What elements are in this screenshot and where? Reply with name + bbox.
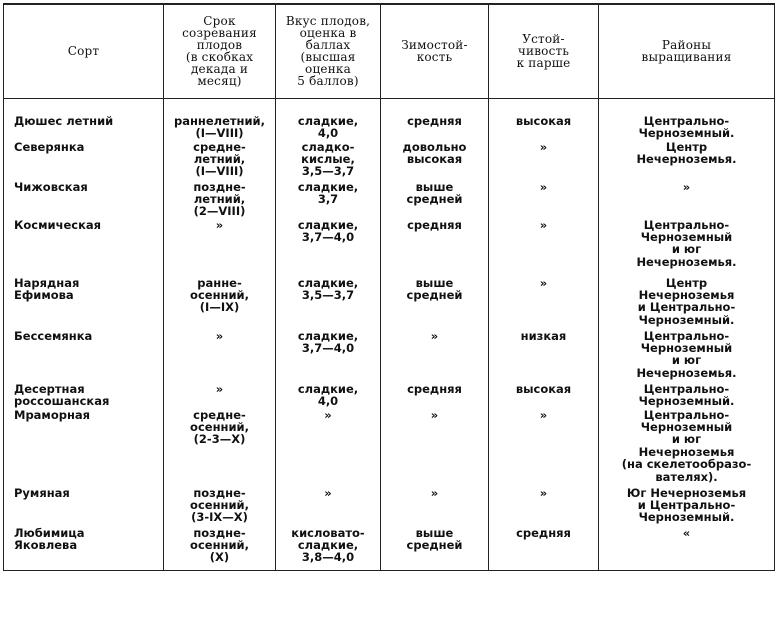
cell-sort: Дюшес летний	[4, 115, 164, 141]
cell-regions: Юг Нечерноземья и Центрально- Черноземный.	[599, 487, 775, 527]
cell-sort: Космическая	[4, 219, 164, 277]
cell-winter-hardiness: выше средней	[381, 181, 489, 219]
cell-taste: сладкие, 3,7	[276, 181, 381, 219]
cell-winter-hardiness: »	[381, 409, 489, 487]
header-scab-resistance: Устой- чивость к парше	[489, 4, 599, 98]
cell-winter-hardiness: выше средней	[381, 277, 489, 330]
pear-varieties-table	[3, 3, 775, 571]
table-row	[4, 115, 775, 141]
cell-sort: Румяная	[4, 487, 164, 527]
cell-ripening-term: средне- летний, (I—VIII)	[164, 141, 276, 181]
cell-winter-hardiness: »	[381, 330, 489, 383]
cell-regions: Центрально- Черноземный и юг Нечерноземья.	[599, 330, 775, 383]
cell-scab-resistance: высокая	[489, 115, 599, 141]
cell-scab-resistance: »	[489, 181, 599, 219]
cell-scab-resistance: низкая	[489, 330, 599, 383]
cell-ripening-term: »	[164, 219, 276, 277]
table-row	[4, 409, 775, 487]
cell-regions: Центрально- Черноземный.	[599, 115, 775, 141]
table-row	[4, 277, 775, 330]
cell-ripening-term: ранне- осенний, (I—IX)	[164, 277, 276, 330]
cell-ripening-term: поздне- осенний, (X)	[164, 527, 276, 571]
cell-winter-hardiness: выше средней	[381, 527, 489, 571]
cell-ripening-term: »	[164, 330, 276, 383]
cell-taste: сладко- кислые, 3,5—3,7	[276, 141, 381, 181]
cell-winter-hardiness: средняя	[381, 383, 489, 409]
cell-ripening-term: поздне- осенний, (3-IX—X)	[164, 487, 276, 527]
cell-regions: »	[599, 181, 775, 219]
cell-taste: сладкие, 4,0	[276, 115, 381, 141]
table-row	[4, 527, 775, 571]
table-row	[4, 181, 775, 219]
cell-ripening-term: »	[164, 383, 276, 409]
cell-taste: сладкие, 3,7—4,0	[276, 330, 381, 383]
cell-regions: «	[599, 527, 775, 571]
table-header-row	[4, 4, 775, 98]
cell-taste: сладкие, 3,7—4,0	[276, 219, 381, 277]
cell-winter-hardiness: »	[381, 487, 489, 527]
cell-regions: Центрально- Черноземный и юг Нечерноземья.	[599, 219, 775, 277]
cell-sort: Бессемянка	[4, 330, 164, 383]
header-gap-row	[4, 98, 775, 115]
table-row	[4, 383, 775, 409]
cell-regions: Центрально- Черноземный.	[599, 383, 775, 409]
cell-ripening-term: поздне- летний, (2—VIII)	[164, 181, 276, 219]
cell-scab-resistance: »	[489, 409, 599, 487]
cell-regions: Центр Нечерноземья.	[599, 141, 775, 181]
cell-sort: Нарядная Ефимова	[4, 277, 164, 330]
cell-taste: »	[276, 487, 381, 527]
cell-scab-resistance: »	[489, 487, 599, 527]
cell-sort: Чижовская	[4, 181, 164, 219]
cell-taste: сладкие, 3,5—3,7	[276, 277, 381, 330]
cell-taste: сладкие, 4,0	[276, 383, 381, 409]
cell-scab-resistance: средняя	[489, 527, 599, 571]
cell-ripening-term: средне- осенний, (2-3—X)	[164, 409, 276, 487]
cell-taste: кисловато- сладкие, 3,8—4,0	[276, 527, 381, 571]
cell-winter-hardiness: средняя	[381, 219, 489, 277]
table-row	[4, 219, 775, 277]
cell-scab-resistance: »	[489, 277, 599, 330]
cell-taste: »	[276, 409, 381, 487]
header-regions: Районы выращивания	[599, 4, 775, 98]
header-ripening-term: Срок созревания плодов (в скобках декада и месяц)	[164, 4, 276, 98]
cell-winter-hardiness: довольно высокая	[381, 141, 489, 181]
table-row	[4, 141, 775, 181]
table-row	[4, 330, 775, 383]
cell-sort: Мраморная	[4, 409, 164, 487]
cell-sort: Десертная россошанская	[4, 383, 164, 409]
header-taste: Вкус плодов, оценка в баллах (высшая оценка 5 баллов)	[276, 4, 381, 98]
cell-regions: Центр Нечерноземья и Центрально- Черноземный.	[599, 277, 775, 330]
cell-ripening-term: раннелетний, (I—VIII)	[164, 115, 276, 141]
cell-sort: Северянка	[4, 141, 164, 181]
cell-scab-resistance: »	[489, 219, 599, 277]
header-sort: Сорт	[4, 4, 164, 98]
cell-scab-resistance: »	[489, 141, 599, 181]
table-row	[4, 487, 775, 527]
cell-winter-hardiness: средняя	[381, 115, 489, 141]
header-winter-hardiness: Зимостой- кость	[381, 4, 489, 98]
cell-scab-resistance: высокая	[489, 383, 599, 409]
cell-sort: Любимица Яковлева	[4, 527, 164, 571]
cell-regions: Центрально- Черноземный и юг Нечерноземья (на скелетообразо- вателях).	[599, 409, 775, 487]
